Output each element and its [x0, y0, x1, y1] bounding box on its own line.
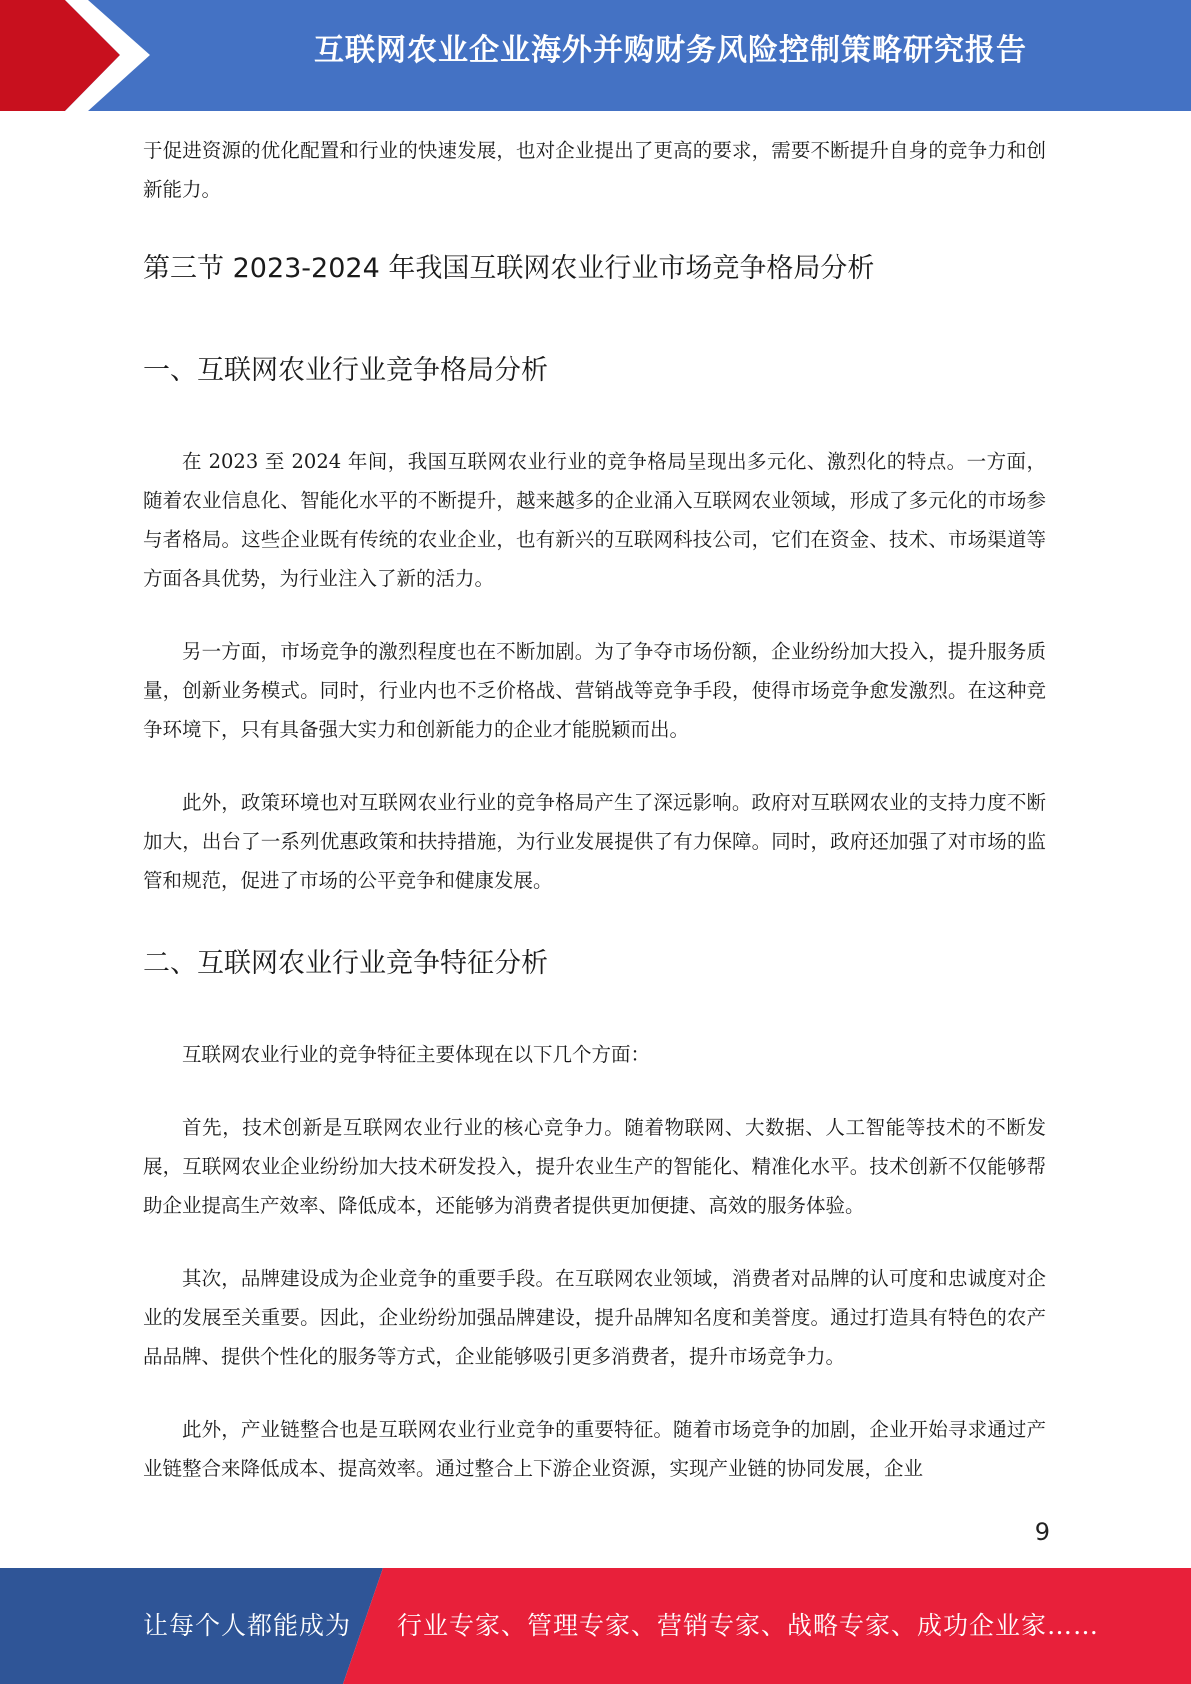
paragraph: 互联网农业行业的竞争特征主要体现在以下几个方面：: [182, 1043, 651, 1066]
paragraph: 首先，技术创新是互联网农业行业的核心竞争力。随着物联网、大数据、人工智能等技术的不断发展，互联网农业企业纷纷加大技术研发投入，提升农业生产的智能化、精准化水平。技术创新不仅能够帮助企业提高生产效率、降低成本，还能够为消费者提供更加便捷、高效的服务体验。: [143, 1116, 1046, 1217]
intro-paragraph: 于促进资源的优化配置和行业的快速发展，也对企业提出了更高的要求，需要不断提升自身的竞争力和创新能力。: [143, 139, 1046, 201]
subsection-heading-2: 二、互联网农业行业竞争特征分析: [143, 948, 548, 979]
paragraph: 其次，品牌建设成为企业竞争的重要手段。在互联网农业领域，消费者对品牌的认可度和忠诚度对企业的发展至关重要。因此，企业纷纷加强品牌建设，提升品牌知名度和美誉度。通过打造具有特色的农产品品牌、提供个性化的服务等方式，企业能够吸引更多消费者，提升市场竞争力。: [143, 1267, 1046, 1368]
paragraph: 另一方面，市场竞争的激烈程度也在不断加剧。为了争夺市场份额，企业纷纷加大投入，提升服务质量，创新业务模式。同时，行业内也不乏价格战、营销战等竞争手段，使得市场竞争愈发激烈。在这种竞争环境下，只有具备强大实力和创新能力的企业才能脱颖而出。: [143, 640, 1046, 741]
page-header: [0, 0, 1191, 111]
footer-slogan-right: 行业专家、管理专家、营销专家、战略专家、成功企业家……: [397, 1611, 1100, 1640]
page-number: 9: [1034, 1518, 1050, 1546]
subsection-heading-1: 一、互联网农业行业竞争格局分析: [143, 355, 548, 386]
page-content: [143, 131, 1046, 1488]
paragraph: 此外，产业链整合也是互联网农业行业竞争的重要特征。随着市场竞争的加剧，企业开始寻求通过产业链整合来降低成本、提高效率。通过整合上下游企业资源，实现产业链的协同发展，企业: [143, 1418, 1046, 1480]
footer-slogan-left: 让每个人都能成为: [143, 1611, 352, 1640]
paragraph: 此外，政策环境也对互联网农业行业的竞争格局产生了深远影响。政府对互联网农业的支持力度不断加大，出台了一系列优惠政策和扶持措施，为行业发展提供了有力保障。同时，政府还加强了对市场的监管和规范，促进了市场的公平竞争和健康发展。: [143, 791, 1046, 892]
section-heading: 第三节 2023-2024 年我国互联网农业行业市场竞争格局分析: [143, 253, 875, 284]
paragraph: 在 2023 至 2024 年间，我国互联网农业行业的竞争格局呈现出多元化、激烈化的特点。一方面，随着农业信息化、智能化水平的不断提升，越来越多的企业涌入互联网农业领域，形成了多元化的市场参与者格局。这些企业既有传统的农业企业，也有新兴的互联网科技公司，它们在资金、技术、市场渠道等方面各具优势，为行业注入了新的活力。: [143, 450, 1046, 590]
report-title: 互联网农业企业海外并购财务风险控制策略研究报告: [314, 33, 1027, 68]
page-footer: [0, 1568, 1191, 1684]
header-arrow-decoration: [0, 0, 152, 111]
